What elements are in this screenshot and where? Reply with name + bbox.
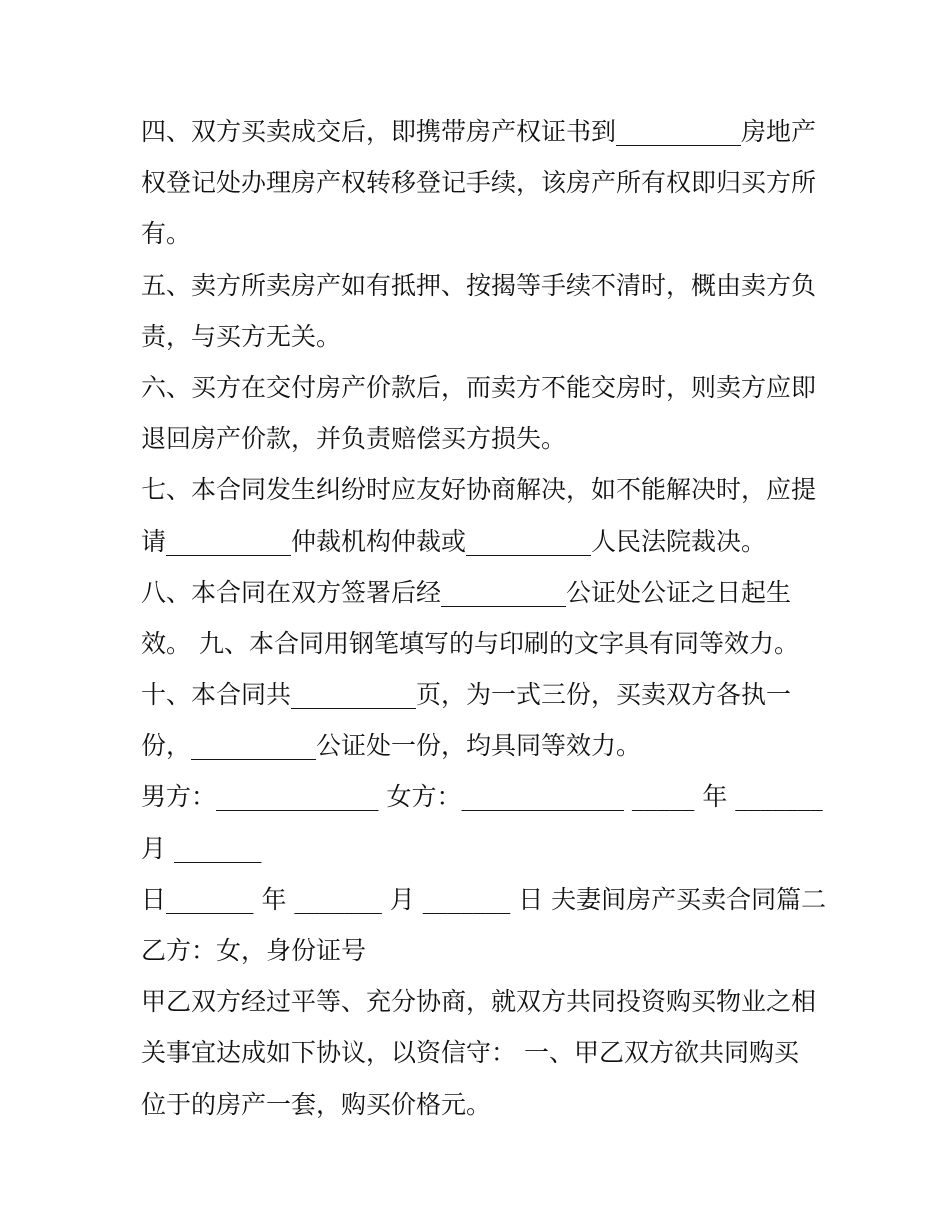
text-line: 乙方：女，身份证号 [141,936,367,965]
text-line: 有。 [141,219,192,249]
document-body [141,106,827,1130]
text-line: 权登记处办理房产权转移登记手续，该房产所有权即归买方所 [141,168,817,198]
text-line: 七、本合同发生纠纷时应友好协商解决，如不能解决时，应提 [141,475,817,505]
text-line: 八、本合同在双方签署后经__________公证处公证之日起生 [141,577,792,607]
text-line: 六、买方在交付房产价款后，而卖方不能交房时，则卖方应即 [141,372,817,402]
text-line: 份，__________公证处一份，均具同等效力。 [141,731,642,761]
text-line: 四、双方买卖成交后，即携带房产权证书到__________房地产 [141,117,817,146]
text-line: 甲乙双方经过平等、充分协商，就双方共同投资购买物业之相 [141,987,817,1017]
text-line: 请__________仲裁机构仲裁或__________人民法院裁决。 [141,526,767,556]
text-line: 月 _______ [141,833,262,863]
text-line: 日_______ 年 _______ 月 _______ 日 夫妻间房产买卖合同篇二 [141,884,827,914]
text-line: 十、本合同共__________页，为一式三份，买卖双方各执一 [141,680,792,710]
text-line: 位于的房产一套，购买价格元。 [141,1089,492,1119]
text-line: 关事宜达成如下协议，以资信守： 一、甲乙双方欲共同购买 [141,1038,799,1068]
text-line: 男方：_____________ 女方：_____________ _____ 年 _______ [141,782,823,812]
text-line: 退回房产价款，并负责赔偿买方损失。 [141,424,567,454]
text-line: 五、卖方所卖房产如有抵押、按揭等手续不清时，概由卖方负 [141,270,817,300]
text-line: 效。 九、本合同用钢笔填写的与印刷的文字具有同等效力。 [141,628,799,658]
text-line: 责，与买方无关。 [141,321,342,351]
